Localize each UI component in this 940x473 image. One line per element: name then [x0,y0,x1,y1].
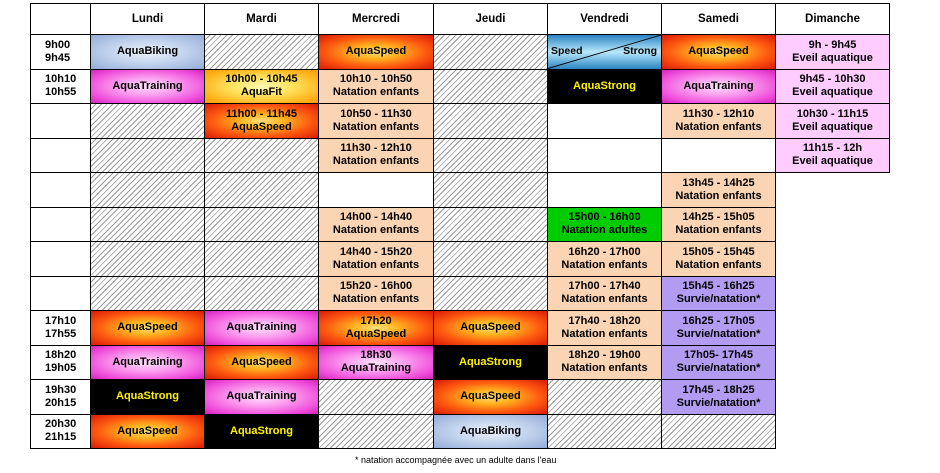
session-text: Natation enfants [332,293,420,306]
session-text: 13h45 - 14h25 [682,176,755,189]
session-text: 11h30 - 12h10 [682,107,755,120]
session-cell [91,277,205,312]
day-label: Jeudi [475,12,506,25]
time-end: 21h15 [45,431,77,444]
session-text: AquaTraining [112,79,183,92]
session-text: Eveil aquatique [792,120,873,133]
session-cell [91,242,205,277]
session-cell [91,173,205,208]
session-cell [205,415,319,450]
time-start: 17h10 [45,314,77,327]
session-cell [434,173,548,208]
session-text: AquaSpeed [345,45,407,58]
time-start: 10h10 [45,73,77,86]
session-cell [548,346,662,381]
session-text: 14h00 - 14h40 [339,211,413,224]
session-cell [91,139,205,174]
session-text: AquaSpeed [231,355,292,368]
session-cell [662,346,776,381]
session-cell [319,173,434,208]
time-end: 9h45 [45,51,71,64]
session-cell [548,277,662,312]
session-text: AquaSpeed [460,390,521,403]
session-cell [91,208,205,243]
session-text: Survie/natation* [676,327,761,340]
session-text: Natation enfants [561,362,648,375]
session-cell [776,104,890,139]
session-cell [205,311,319,346]
session-cell [91,346,205,381]
session-text: AquaBiking [459,424,522,437]
session-text: AquaStrong [459,355,522,368]
session-cell [776,139,890,174]
time-slot-4 [30,173,91,208]
session-text: AquaTraining [340,362,412,375]
session-text: Eveil aquatique [792,51,873,64]
session-text: 15h45 - 16h25 [682,280,755,293]
session-cell [319,208,434,243]
session-text: 14h25 - 15h05 [682,211,755,224]
session-text: AquaStrong [116,390,179,403]
day-header-lundi [91,3,205,35]
session-cell [662,70,776,105]
session-text: AquaStrong [230,424,293,437]
session-cell [548,311,662,346]
session-cell [548,242,662,277]
session-cell [319,346,434,381]
session-text: Natation enfants [561,327,648,340]
time-slot-6 [30,242,91,277]
session-text: AquaSpeed [231,120,292,133]
day-label: Dimanche [805,12,860,25]
session-cell [205,277,319,312]
session-text: Natation enfants [675,120,762,133]
session-cell [319,380,434,415]
session-cell [205,242,319,277]
session-text: Eveil aquatique [792,86,873,99]
session-cell [319,35,434,70]
session-cell [319,139,434,174]
session-text: AquaBiking [116,45,179,58]
session-text: AquaSpeed [117,424,178,437]
session-text: Natation enfants [332,120,420,133]
session-text: AquaTraining [226,390,297,403]
session-cell [662,311,776,346]
session-cell [319,242,434,277]
session-cell [548,380,662,415]
session-cell [548,208,662,243]
session-text: Natation enfants [561,293,648,306]
session-cell [662,208,776,243]
session-cell [91,70,205,105]
session-text: 17h40 - 18h20 [568,314,641,327]
session-text: 16h25 - 17h05 [682,314,755,327]
session-cell [434,104,548,139]
session-text: Natation enfants [561,258,648,271]
session-cell [205,70,319,105]
day-header-samedi [662,3,776,35]
session-text: 17h00 - 17h40 [568,280,641,293]
session-text: Survie/natation* [676,396,761,409]
time-slot-5 [30,208,91,243]
session-cell [205,380,319,415]
session-cell [434,346,548,381]
corner-cell [30,3,91,35]
time-slot-11 [30,415,91,450]
session-cell [434,208,548,243]
session-cell [662,35,776,70]
strong-label: Strong [623,45,657,57]
session-text: AquaSpeed [117,321,178,334]
session-cell [776,70,890,105]
session-cell [434,242,548,277]
time-end: 20h15 [45,396,77,409]
session-cell [662,415,776,450]
session-text: 10h00 - 10h45 [225,73,298,86]
session-cell [91,380,205,415]
session-text: Natation enfants [675,189,762,202]
session-text: Natation adultes [561,224,648,237]
session-cell [205,173,319,208]
session-text: Survie/natation* [676,293,761,306]
session-text: 11h30 - 12h10 [340,142,412,155]
session-cell [548,139,662,174]
time-start: 9h00 [45,38,71,51]
session-text: 10h30 - 11h15 [796,107,869,120]
session-text: 17h45 - 18h25 [682,383,755,396]
session-text: Natation enfants [332,155,420,168]
day-label: Lundi [131,12,164,25]
session-text: AquaTraining [112,355,183,368]
session-cell [776,35,890,70]
time-end: 10h55 [45,86,77,99]
day-label: Mercredi [352,12,400,25]
footnote: * natation accompagnée avec un adulte dans l'eau [355,455,557,465]
session-cell [434,35,548,70]
time-start: 18h20 [45,349,77,362]
session-cell [319,415,434,450]
session-cell [205,346,319,381]
session-text: Natation enfants [332,224,420,237]
session-text: 18h30 [360,349,392,362]
session-text: AquaSpeed [345,327,407,340]
session-cell [434,70,548,105]
session-text: 9h45 - 10h30 [799,73,866,86]
session-text: AquaSpeed [688,45,749,58]
day-header-vendredi [548,3,662,35]
session-text: Natation enfants [332,86,420,99]
session-text: 10h50 - 11h30 [340,107,412,120]
day-header-dimanche [776,3,890,35]
session-cell [319,311,434,346]
session-cell [662,277,776,312]
session-cell [434,415,548,450]
session-text: AquaTraining [226,321,297,334]
session-cell [662,104,776,139]
time-slot-10 [30,380,91,415]
time-slot-2 [30,104,91,139]
session-cell [662,173,776,208]
session-text: 10h10 - 10h50 [339,73,413,86]
session-cell [548,104,662,139]
session-text: 9h - 9h45 [808,38,857,51]
session-cell [548,70,662,105]
session-text: 15h00 - 16h00 [568,211,641,224]
time-end: 17h55 [45,327,77,340]
session-text: 11h00 - 11h45 [226,107,297,120]
session-text: 15h20 - 16h00 [339,280,413,293]
time-slot-7 [30,277,91,312]
session-cell [434,311,548,346]
session-text: 18h20 - 19h00 [568,349,641,362]
session-cell [205,139,319,174]
session-text: 15h05 - 15h45 [682,245,755,258]
session-cell [91,35,205,70]
time-end: 19h05 [45,362,77,375]
time-slot-9 [30,346,91,381]
session-text: 16h20 - 17h00 [568,245,641,258]
session-cell [548,415,662,450]
session-cell [662,139,776,174]
time-slot-3 [30,139,91,174]
session-cell [548,173,662,208]
time-start: 20h30 [45,418,77,431]
session-text: Eveil aquatique [792,155,873,168]
session-cell [319,277,434,312]
session-cell [91,311,205,346]
session-cell [205,35,319,70]
session-cell [548,35,662,70]
session-cell [91,104,205,139]
day-header-mardi [205,3,319,35]
session-text: Natation enfants [332,258,420,271]
session-cell [434,139,548,174]
session-cell [205,208,319,243]
session-cell [662,380,776,415]
session-cell [91,415,205,450]
day-label: Mardi [246,12,277,25]
time-slot-0 [30,35,91,70]
time-slot-8 [30,311,91,346]
session-text: AquaFit [241,86,282,99]
session-text: 17h20 [360,314,392,327]
speed-label: Speed [551,45,583,57]
session-text: Natation enfants [675,224,762,237]
session-text: Survie/natation* [676,362,761,375]
day-label: Vendredi [580,12,629,25]
session-cell [434,380,548,415]
session-cell [434,277,548,312]
session-text: 17h05- 17h45 [683,349,754,362]
session-text: 11h15 - 12h [802,142,863,155]
session-text: 14h40 - 15h20 [339,245,413,258]
time-slot-1 [30,70,91,105]
day-header-jeudi [434,3,548,35]
time-start: 19h30 [45,383,77,396]
session-text: Natation enfants [675,258,762,271]
session-cell [319,70,434,105]
session-text: AquaTraining [683,79,754,92]
session-cell [319,104,434,139]
session-cell [205,104,319,139]
day-label: Samedi [698,12,739,25]
session-text: AquaSpeed [460,321,521,334]
session-text: AquaStrong [573,79,636,92]
session-cell [662,242,776,277]
day-header-mercredi [319,3,434,35]
